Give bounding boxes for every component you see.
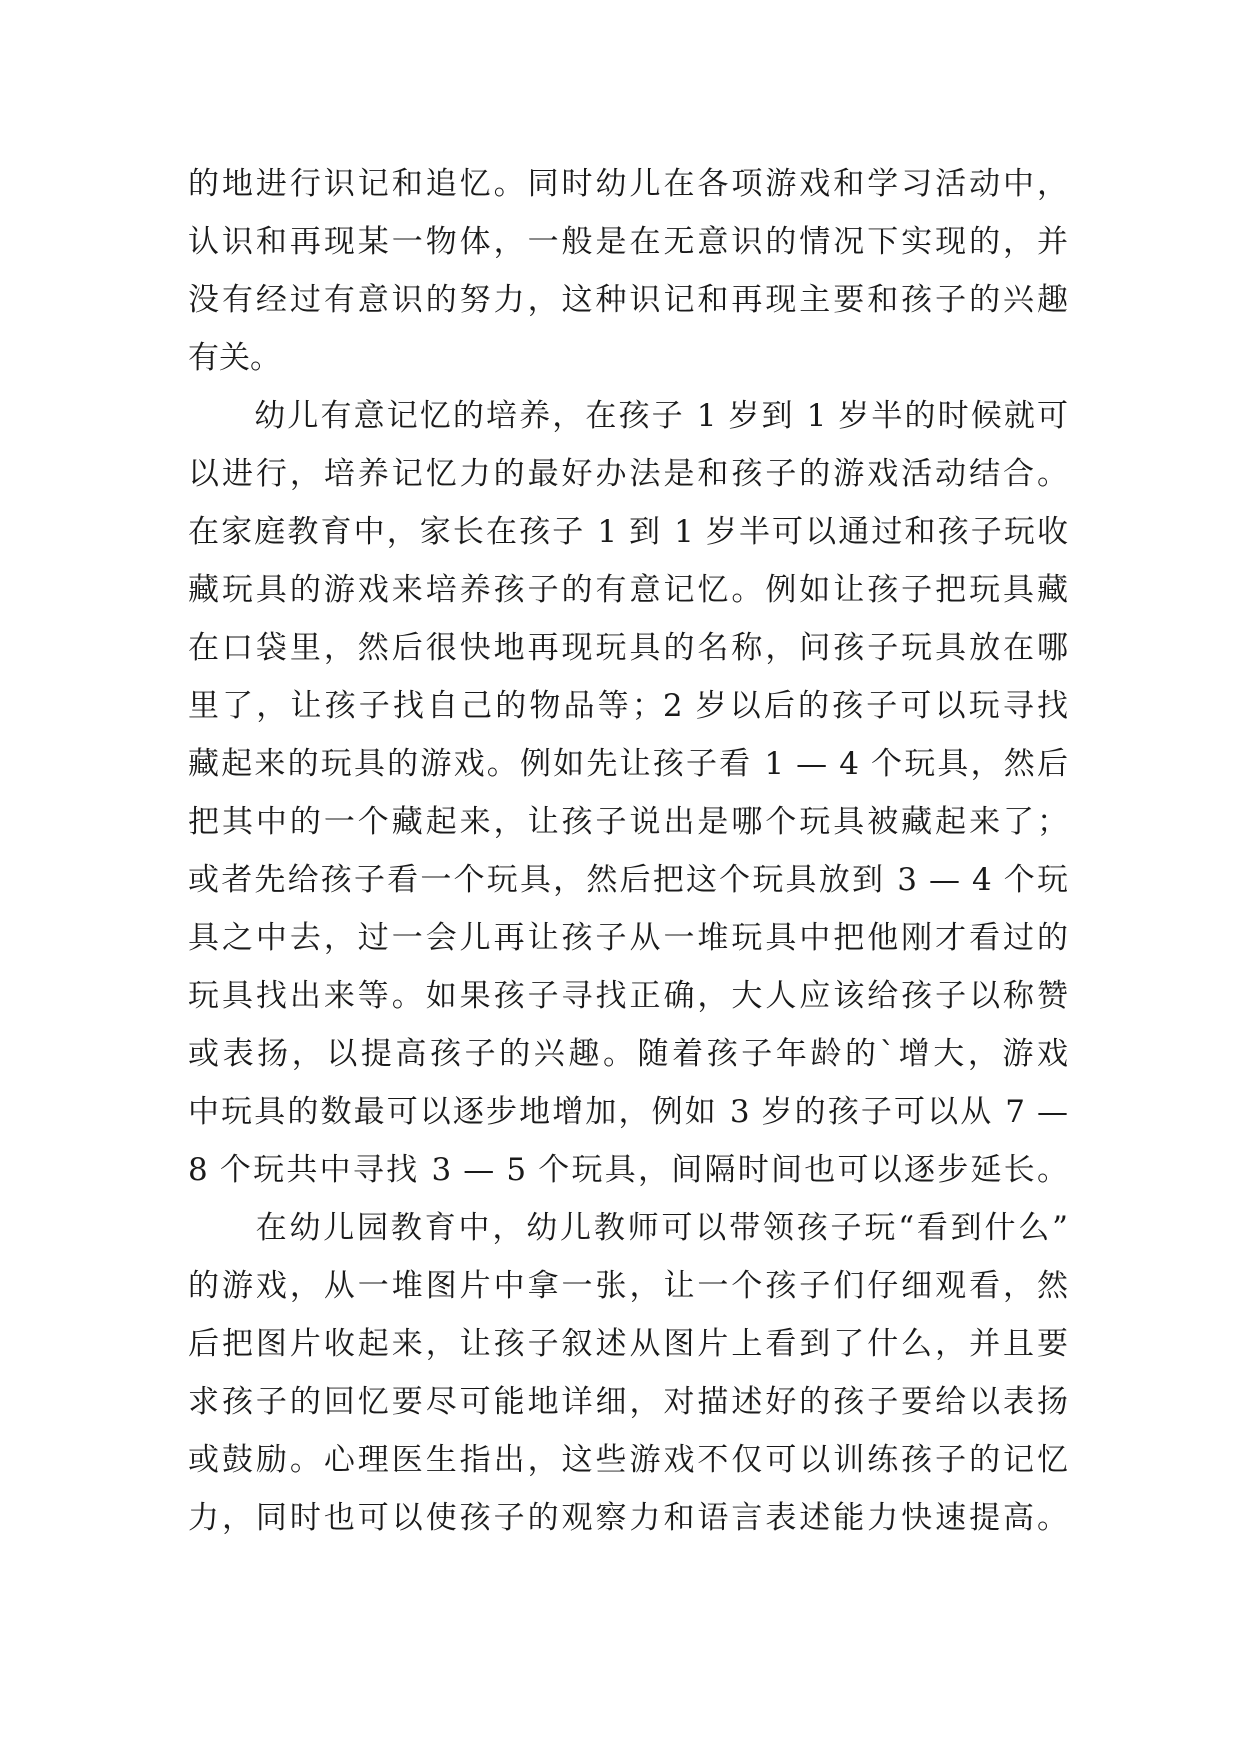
text-line: 具之中去，过一会儿再让孩子从一堆玩具中把他刚才看过的 [188, 920, 1068, 956]
text-line: 在家庭教育中，家长在孩子 1 到 1 岁半可以通过和孩子玩收 [188, 514, 1068, 550]
text-line: 把其中的一个藏起来，让孩子说出是哪个玩具被藏起来了； [188, 804, 1068, 840]
text-line: 有关。 [188, 340, 281, 376]
text-line: 的地进行识记和追忆。同时幼儿在各项游戏和学习活动中， [188, 166, 1068, 202]
text-line: 或鼓励。心理医生指出，这些游戏不仅可以训练孩子的记忆 [188, 1442, 1068, 1478]
text-line: 没有经过有意识的努力，这种识记和再现主要和孩子的兴趣 [188, 282, 1068, 318]
text-line: 8 个玩共中寻找 3 — 5 个玩具，间隔时间也可以逐步延长。 [188, 1152, 1068, 1188]
text-line: 玩具找出来等。如果孩子寻找正确，大人应该给孩子以称赞 [188, 978, 1068, 1014]
text-line: 或者先给孩子看一个玩具，然后把这个玩具放到 3 — 4 个玩 [188, 862, 1068, 898]
text-line: 后把图片收起来，让孩子叙述从图片上看到了什么，并且要 [188, 1326, 1068, 1362]
text-line: 力，同时也可以使孩子的观察力和语言表述能力快速提高。 [188, 1500, 1068, 1536]
body-text [188, 155, 1068, 1547]
text-line: 求孩子的回忆要尽可能地详细，对描述好的孩子要给以表扬 [188, 1384, 1068, 1420]
text-line: 在口袋里，然后很快地再现玩具的名称，问孩子玩具放在哪 [188, 630, 1068, 666]
text-line: 里了，让孩子找自己的物品等；2 岁以后的孩子可以玩寻找 [188, 688, 1068, 724]
text-line: 藏玩具的游戏来培养孩子的有意记忆。例如让孩子把玩具藏 [188, 572, 1068, 608]
text-line: 中玩具的数最可以逐步地增加，例如 3 岁的孩子可以从 7 — [188, 1094, 1068, 1130]
text-line: 认识和再现某一物体，一般是在无意识的情况下实现的，并 [188, 224, 1068, 260]
text-line: 在幼儿园教育中，幼儿教师可以带领孩子玩“看到什么” [188, 1210, 1068, 1246]
text-line: 藏起来的玩具的游戏。例如先让孩子看 1 — 4 个玩具，然后 [188, 746, 1068, 782]
text-line: 或表扬，以提高孩子的兴趣。随着孩子年龄的`增大，游戏 [188, 1036, 1068, 1072]
text-line: 以进行，培养记忆力的最好办法是和孩子的游戏活动结合。 [188, 456, 1068, 492]
text-line: 幼儿有意记忆的培养，在孩子 1 岁到 1 岁半的时候就可 [188, 398, 1068, 434]
text-line: 的游戏，从一堆图片中拿一张，让一个孩子们仔细观看，然 [188, 1268, 1068, 1304]
